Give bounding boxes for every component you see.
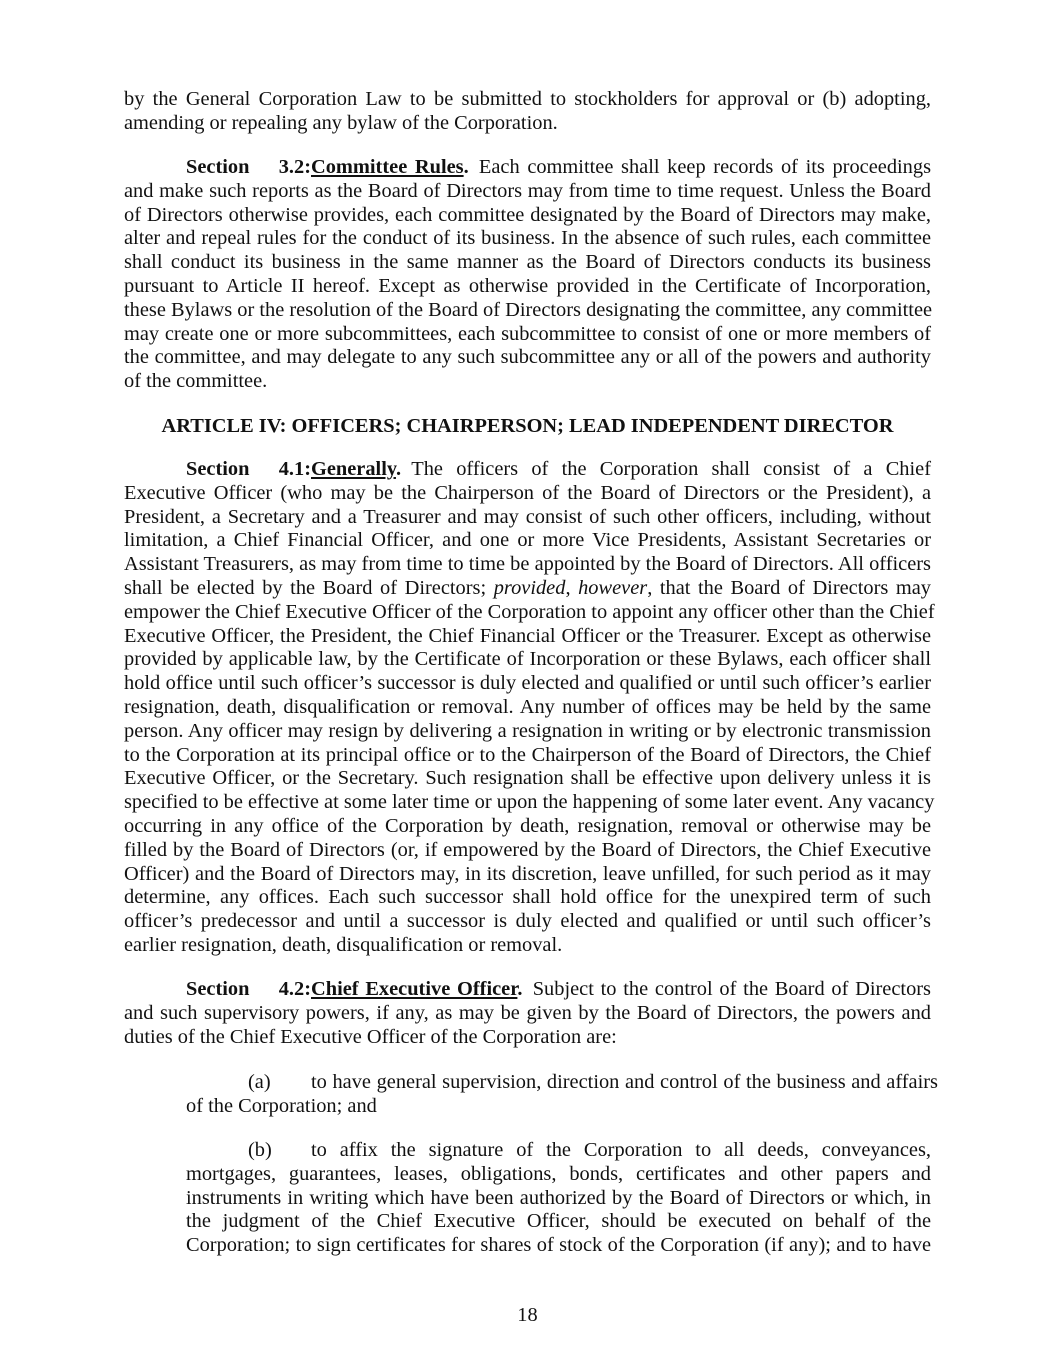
section-title: Generally (311, 458, 396, 480)
text-line (124, 672, 931, 696)
text-line (124, 346, 931, 370)
text-segment: of the committee. (124, 370, 268, 393)
text-segment: hold office until such officer’s successor is duly elected and qualified or until such officer’s earlier (124, 672, 931, 695)
text-segment: instruments in writing which have been authorized by the Board of Directors or which, in (186, 1186, 931, 1209)
text-line (124, 863, 931, 887)
text-line (186, 1163, 931, 1187)
text-line (124, 251, 931, 275)
text-line (124, 791, 935, 815)
text-segment: Assistant Treasurers, as may from time to time be appointed by the Board of Directors. All officers (124, 553, 931, 576)
text-segment: Officer) and the Board of Directors may, in its discretion, leave unfilled, for such period as it may (124, 862, 931, 885)
text-segment: Executive Officer (who may be the Chairperson of the Board of Directors or the President), a (124, 481, 931, 504)
text-line (124, 815, 931, 839)
text-line (124, 227, 931, 251)
text-line (124, 180, 931, 204)
emphasis-text: provided (493, 576, 566, 599)
page-number: 18 (517, 1304, 538, 1326)
text-segment: of the Corporation; and (186, 1094, 377, 1117)
text-segment: mortgages, guarantees, leases, obligations, bonds, certificates and other papers and (186, 1162, 931, 1185)
text-line (124, 978, 931, 1002)
text-line (186, 1139, 931, 1163)
text-segment: earlier resignation, death, disqualification or removal. (124, 933, 563, 956)
text-line (124, 204, 931, 228)
text-segment: and make such reports as the Board of Directors may from time to time request. Unless the Board (124, 179, 931, 202)
text-segment: limitation, a Chief Financial Officer, and one or more Vice Presidents, Assistant Secretaries or (124, 529, 931, 552)
text-line (124, 648, 931, 672)
text-segment: shall be elected by the Board of Directors; (124, 576, 494, 599)
emphasis-text: however (578, 576, 648, 599)
text-segment: duties of the Chief Executive Officer of the Corporation are: (124, 1025, 617, 1048)
text-segment: may create one or more subcommittees, each subcommittee to consist of one or more members of (124, 322, 931, 345)
text-segment: The officers of the Corporation shall consist of a Chief (411, 458, 931, 480)
text-line (124, 720, 931, 744)
text-segment: Corporation; to sign certificates for shares of stock of the Corporation (if any); and to have (186, 1234, 931, 1257)
text-segment: to affix the signature of the Corporation to all deeds, conveyances, (311, 1139, 931, 1161)
text-line (124, 886, 931, 910)
text-segment: these Bylaws or the resolution of the Board of Directors designating the committee, any committee (124, 298, 933, 321)
text-line (124, 323, 931, 347)
text-segment: officer’s predecessor and until a successor is duly elected and qualified or until such officer’s (124, 910, 931, 933)
text-line (124, 370, 931, 394)
text-line (186, 1095, 938, 1119)
text-line (124, 625, 931, 649)
text-line (124, 458, 931, 482)
text-line (124, 529, 931, 553)
text-segment: Executive Officer, or the Secretary. Such resignation shall be effective upon delivery unless it is (124, 767, 931, 790)
text-segment: shall conduct its business in the same manner as the Board of Directors conducts its business (124, 251, 931, 274)
text-line (124, 600, 935, 625)
clause-b (186, 1139, 931, 1258)
section-4-2-chief-executive-officer (124, 978, 931, 1049)
text-segment: resignation, death, disqualification or removal. Any number of offices may be held by the same (124, 695, 931, 718)
text-line (186, 1187, 931, 1211)
text-line (124, 275, 931, 299)
text-segment: Executive Officer, the President, the Chief Financial Officer or the Treasurer. Except as otherwise (124, 624, 931, 647)
text-segment: by the General Corporation Law to be submitted to stockholders for approval or (b) adopting, (124, 88, 931, 110)
section-label: Section 4.1: (186, 458, 311, 480)
text-segment: alter and repeal rules for the conduct of its business. In the absence of such rules, each committee (124, 227, 931, 250)
text-segment: determine, any offices. Each such successor shall hold office for the unexpired term of such (124, 886, 931, 909)
text-line (124, 482, 931, 506)
text-segment: person. Any officer may resign by delivering a resignation in writing or by electronic transmission (124, 719, 931, 742)
section-title-period: . (395, 458, 402, 480)
section-title: Committee Rules (311, 156, 464, 178)
text-segment: empower the Chief Executive Officer of the Corporation to appoint any officer other than the Chief (124, 600, 935, 623)
clause-enumerator: (a) (248, 1071, 271, 1093)
section-label: Section 4.2: (186, 978, 311, 1000)
text-line (186, 1234, 931, 1258)
text-segment: filled by the Board of Directors (or, if empowered by the Board of Directors, the Chief Executive (124, 838, 931, 861)
text-segment: to the Corporation at its principal office or to the Chairperson of the Board of Directors, the Chief (124, 743, 931, 766)
text-line (124, 553, 931, 577)
text-line (124, 744, 931, 768)
text-line (124, 112, 931, 136)
clause-a (186, 1071, 938, 1119)
text-line (124, 88, 931, 112)
text-line (124, 299, 931, 323)
text-segment: the judgment of the Chief Executive Officer, should be executed on behalf of the (186, 1210, 931, 1233)
text-segment: Each committee shall keep records of its proceedings (478, 156, 931, 178)
text-segment: Subject to the control of the Board of Directors (532, 978, 931, 1000)
section-title: Chief Executive Officer (311, 978, 518, 1000)
text-line (186, 1210, 931, 1234)
text-line (124, 839, 931, 863)
text-segment: , that the Board of Directors may (647, 576, 931, 599)
text-line (124, 1026, 931, 1050)
text-segment: provided by applicable law, by the Certificate of Incorporation or these Bylaws, each officer shall (124, 648, 931, 671)
text-segment: occurring in any office of the Corporation by death, resignation, removal or otherwise may be (124, 814, 931, 837)
section-title-period: . (463, 156, 469, 178)
section-3-2-committee-rules (124, 156, 931, 394)
text-segment: specified to be effective at some later time or upon the happening of some later event. Any vacancy (124, 791, 935, 814)
text-line (186, 1071, 938, 1095)
text-line (124, 156, 931, 180)
text-segment: President, a Secretary and a Treasurer and may consist of such other officers, including, without (124, 505, 931, 528)
text-segment: the committee, and may delegate to any such subcommittee any or all of the powers and authority (124, 346, 931, 369)
intro-paragraph (124, 88, 931, 136)
text-line (124, 506, 931, 530)
text-line (124, 910, 931, 934)
text-segment: and such supervisory powers, if any, as may be given by the Board of Directors, the powers and (124, 1001, 931, 1024)
section-label: Section 3.2: (186, 156, 311, 178)
text-line (124, 934, 931, 958)
section-title-period: . (517, 978, 523, 1000)
section-4-1-generally (124, 458, 935, 958)
text-line (124, 767, 931, 791)
text-line (124, 1002, 931, 1026)
text-segment: , (565, 576, 579, 599)
text-segment: amending or repealing any bylaw of the Corporation. (124, 111, 558, 134)
text-line (124, 577, 931, 601)
article-iv-heading: ARTICLE IV: OFFICERS; CHAIRPERSON; LEAD INDEPENDENT DIRECTOR (161, 415, 894, 437)
text-line (124, 696, 931, 720)
clause-enumerator: (b) (248, 1139, 272, 1161)
text-segment: pursuant to Article II hereof. Except as otherwise provided in the Certificate of Incorporation, (124, 274, 931, 297)
text-segment: to have general supervision, direction and control of the business and affairs (311, 1071, 938, 1093)
text-segment: of Directors otherwise provides, each committee designated by the Board of Directors may make, (124, 203, 931, 226)
